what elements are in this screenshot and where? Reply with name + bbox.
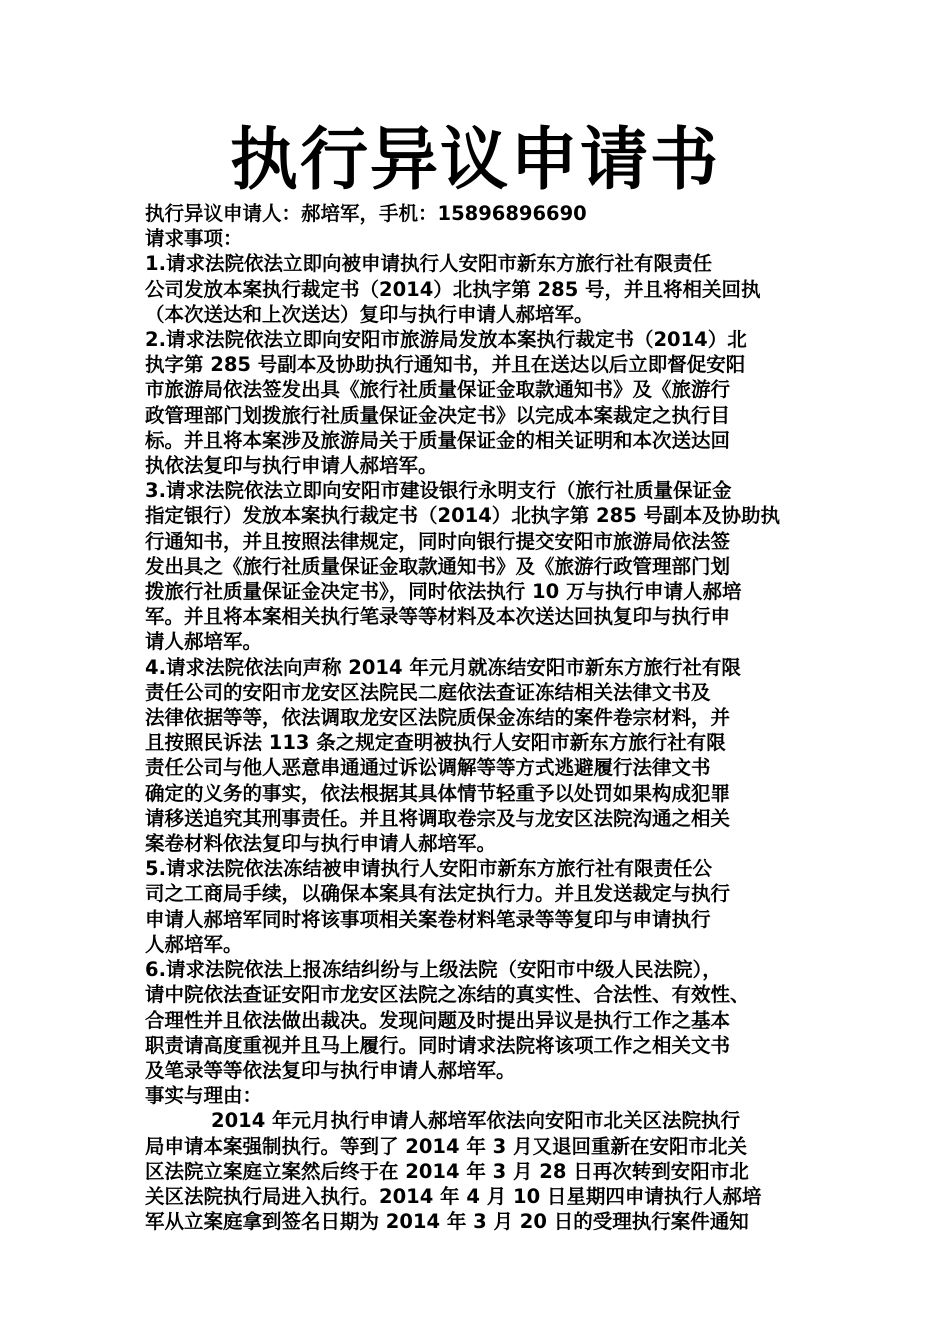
document-title: 执行异议申请书 [229, 121, 720, 200]
requests-heading: 请求事项： [145, 227, 243, 251]
text-line: 拨旅行社质量保证金决定书》，同时依法执行 10 万与执行申请人郝培 [145, 580, 742, 604]
facts-line: 区法院立案庭立案然后终于在 2014 年 3 月 28 日再次转到安阳市北 [145, 1159, 749, 1183]
document-body [145, 201, 825, 1234]
text-line: 申请人郝培军同时将该事项相关案卷材料笔录等等复印与申请执行 [145, 907, 711, 931]
text-line: 执字第 285 号副本及协助执行通知书，并且在送达以后立即督促安阳 [145, 353, 746, 377]
text-line: 及笔录等等依法复印与执行申请人郝培军。 [145, 1058, 516, 1082]
text-line: 指定银行）发放本案执行裁定书（2014）北执字第 285 号副本及协助执 [145, 504, 781, 528]
text-line: 案卷材料依法复印与执行申请人郝培军。 [145, 832, 497, 856]
text-line: 法律依据等等，依法调取龙安区法院质保金冻结的案件卷宗材料，并 [145, 706, 731, 730]
text-line: 职责请高度重视并且马上履行。同时请求法院将该项工作之相关文书 [145, 1033, 731, 1057]
applicant-line: 执行异议申请人：郝培军，手机：15896896690 [145, 202, 587, 225]
text-line: 发出具之《旅行社质量保证金取款通知书》及《旅游行政管理部门划 [145, 554, 731, 578]
text-line: 军。并且将本案相关执行笔录等等材料及本次送达回执复印与执行申 [145, 605, 731, 629]
text-line: 确定的义务的事实，依法根据其具体情节轻重予以处罚如果构成犯罪 [145, 781, 731, 805]
text-line: 公司发放本案执行裁定书（2014）北执字第 285 号，并且将相关回执 [145, 277, 761, 301]
text-line: 2.请求法院依法立即向安阳市旅游局发放本案执行裁定书（2014）北 [145, 328, 747, 352]
text-line: 人郝培军。 [145, 932, 243, 956]
text-line: 请人郝培军。 [145, 630, 263, 654]
text-line: 司之工商局手续，以确保本案具有法定执行力。并且发送裁定与执行 [145, 882, 731, 906]
text-line: 标。并且将本案涉及旅游局关于质量保证金的相关证明和本次送达回 [145, 428, 731, 452]
text-line: 政管理部门划拨旅行社质量保证金决定书》以完成本案裁定之执行目 [145, 403, 731, 427]
text-line: 5.请求法院依法冻结被申请执行人安阳市新东方旅行社有限责任公 [145, 857, 712, 881]
text-line: 市旅游局依法签发出具《旅行社质量保证金取款通知书》及《旅游行 [145, 378, 731, 402]
text-line: （本次送达和上次送达）复印与执行申请人郝培军。 [145, 302, 594, 326]
text-line: 请移送追究其刑事责任。并且将调取卷宗及与龙安区法院沟通之相关 [145, 806, 731, 830]
text-line: 合理性并且依法做出裁决。发现问题及时提出异议是执行工作之基本 [145, 1008, 731, 1032]
text-line: 执依法复印与执行申请人郝培军。 [145, 454, 438, 478]
text-line: 4.请求法院依法向声称 2014 年元月就冻结安阳市新东方旅行社有限 [145, 655, 741, 679]
text-line: 责任公司与他人恶意串通通过诉讼调解等等方式逃避履行法律文书 [145, 756, 711, 780]
text-line: 6.请求法院依法上报冻结纠纷与上级法院（安阳市中级人民法院）， [145, 958, 722, 982]
facts-heading: 事实与理由： [145, 1084, 263, 1108]
text-line: 请中院依法查证安阳市龙安区法院之冻结的真实性、合法性、有效性、 [145, 983, 750, 1007]
text-line: 3.请求法院依法立即向安阳市建设银行永明支行（旅行社质量保证金 [145, 479, 732, 503]
text-line: 责任公司的安阳市龙安区法院民二庭依法查证冻结相关法律文书及 [145, 680, 711, 704]
text-line: 行通知书，并且按照法律规定，同时向银行提交安阳市旅游局依法签 [145, 529, 731, 553]
facts-line: 局申请本案强制执行。等到了 2014 年 3 月又退回重新在安阳市北关 [145, 1134, 747, 1158]
text-line: 且按照民诉法 113 条之规定查明被执行人安阳市新东方旅行社有限 [145, 731, 726, 755]
facts-line: 关区法院执行局进入执行。2014 年 4 月 10 日星期四申请执行人郝培 [145, 1184, 762, 1208]
facts-line: 军从立案庭拿到签名日期为 2014 年 3 月 20 日的受理执行案件通知 [145, 1210, 749, 1234]
text-line: 1.请求法院依法立即向被申请执行人安阳市新东方旅行社有限责任 [145, 252, 712, 276]
facts-line: 2014 年元月执行申请人郝培军依法向安阳市北关区法院执行 [211, 1109, 741, 1133]
